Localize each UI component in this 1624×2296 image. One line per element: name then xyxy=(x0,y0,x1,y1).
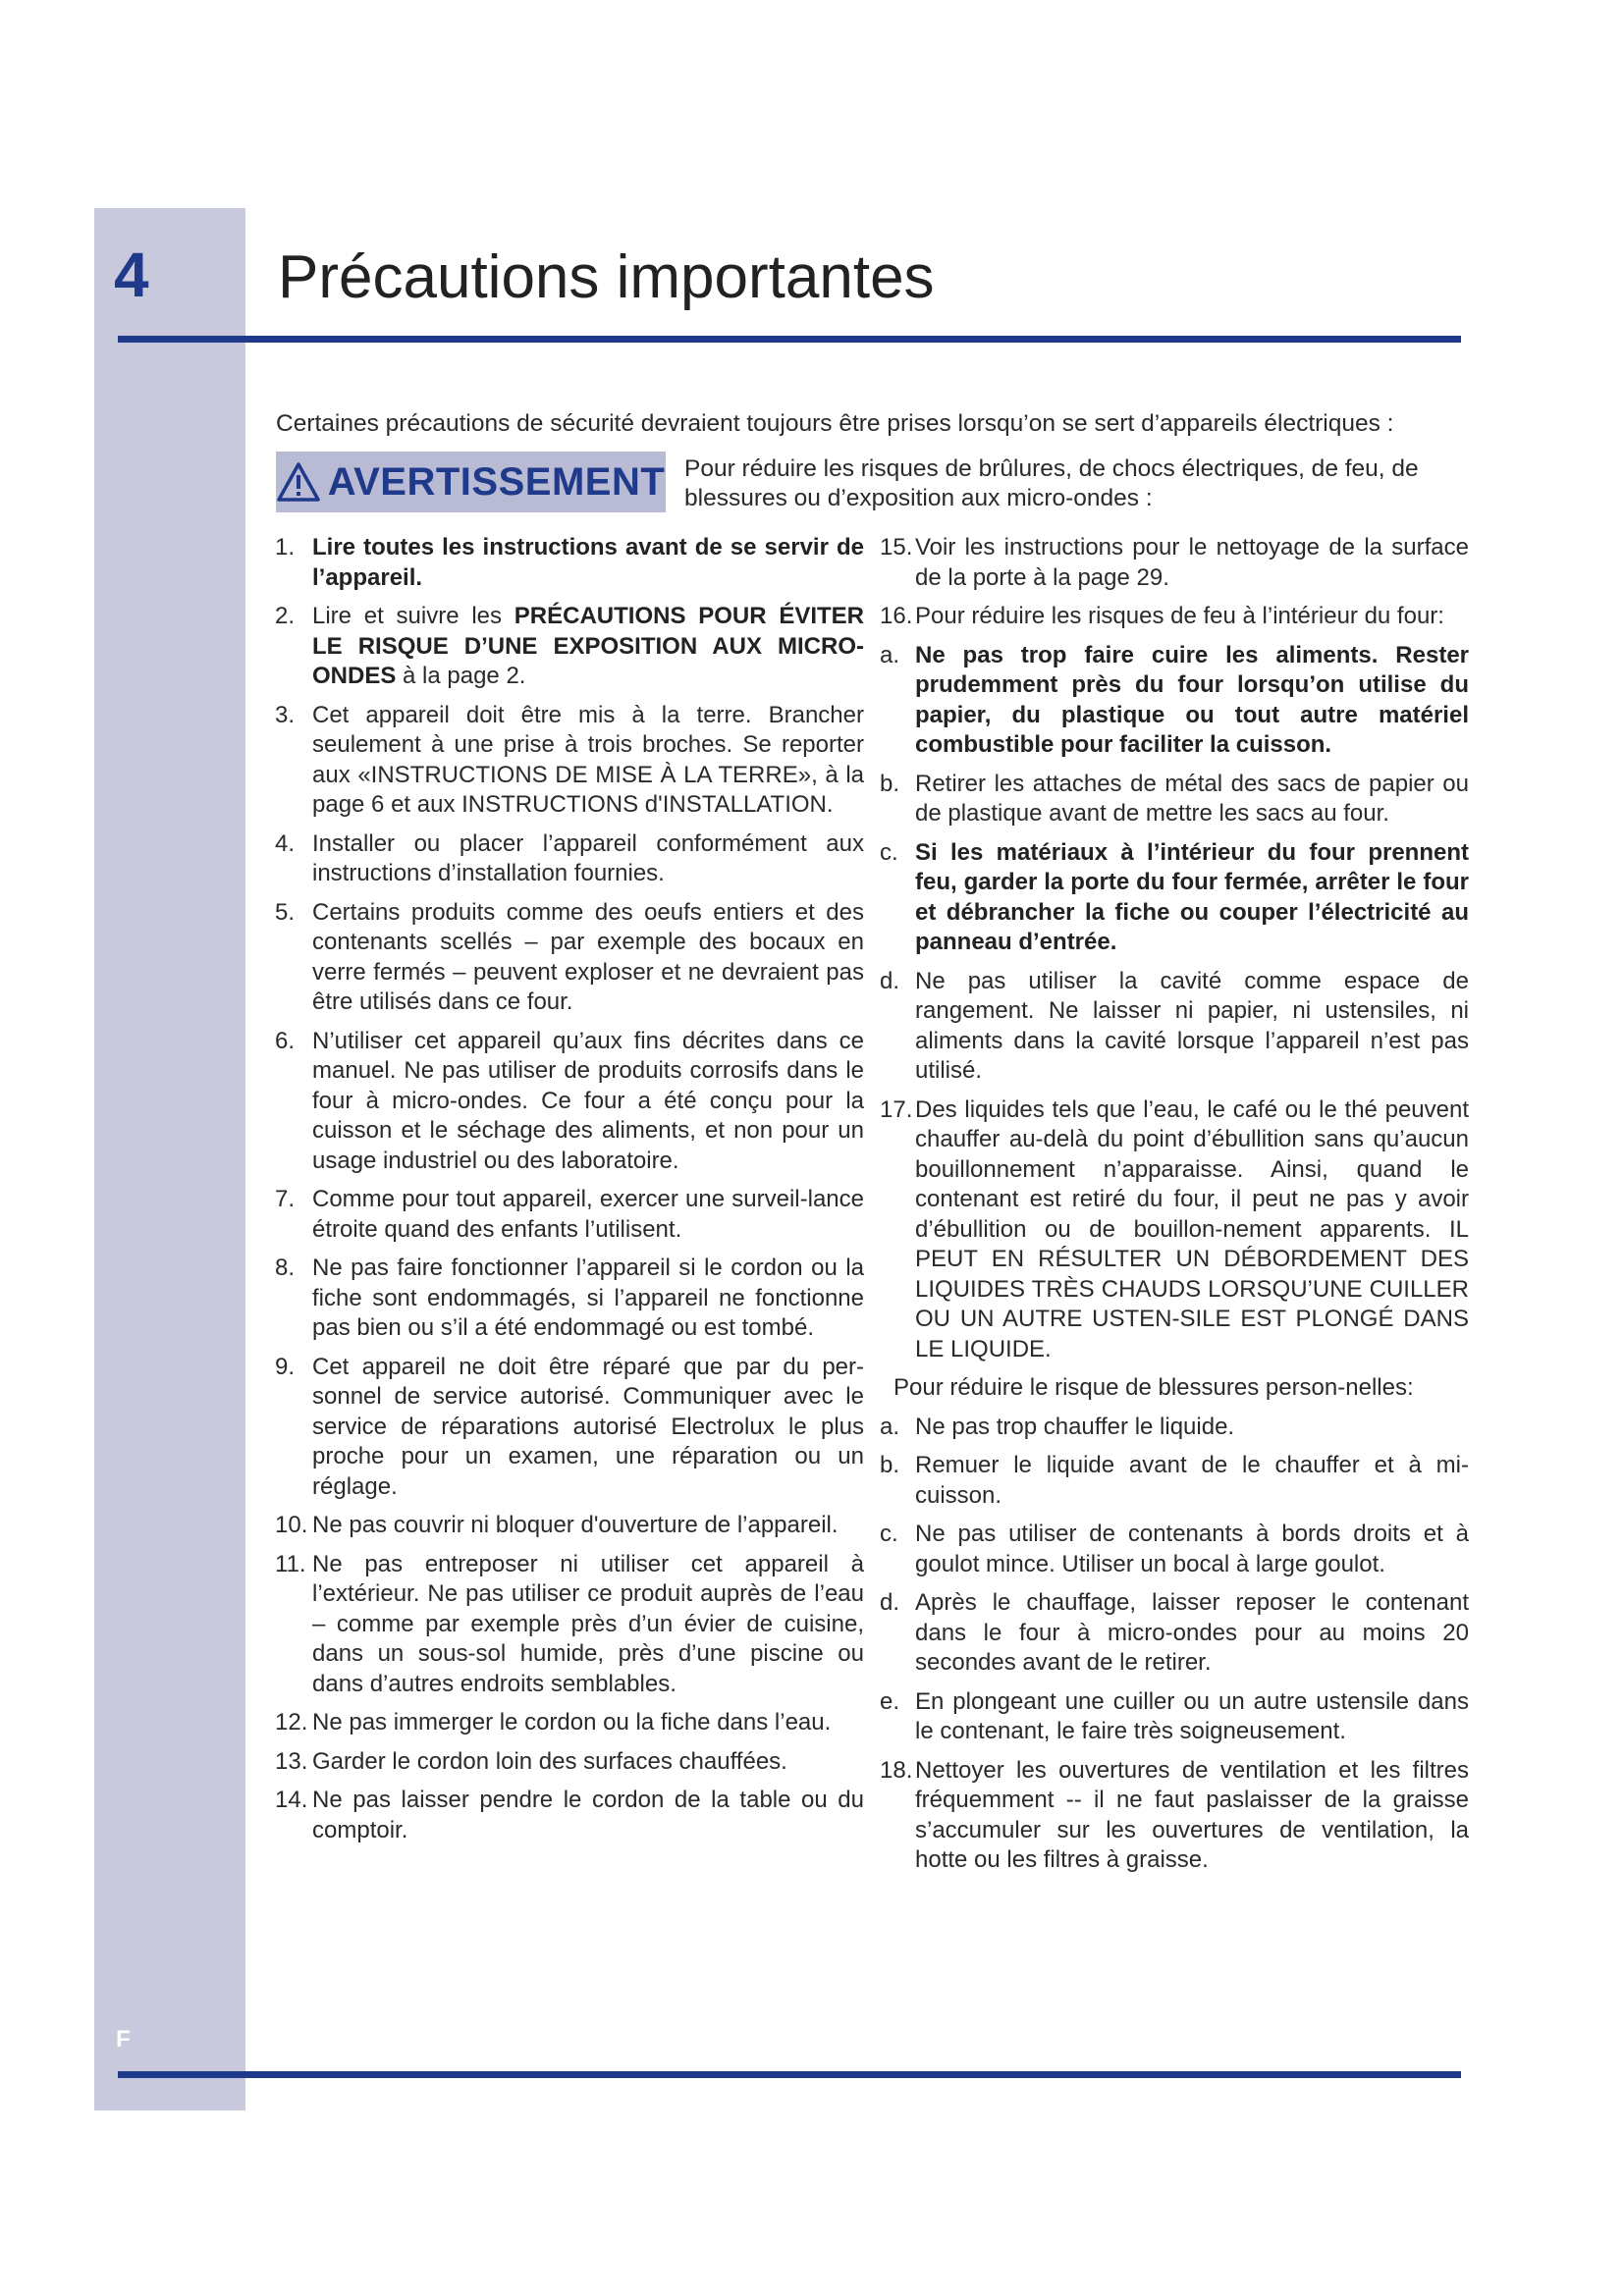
left-column xyxy=(275,533,864,1854)
intro-text: Certaines précautions de sécurité devraient toujours être prises lorsqu’on se sert d’appareils électriques : xyxy=(276,410,1394,437)
warning-label: AVERTISSEMENT xyxy=(327,459,666,504)
list-item: d. Ne pas utiliser la cavité comme espace de rangement. Ne laisser ni papier, ni ustensiles, ni aliments dans la cavité lorsque l’appareil n’est pas utilisé. xyxy=(880,967,1469,1084)
list-item: 7. Comme pour tout appareil, exercer une surveil-lance étroite quand des enfants l’utilisent. xyxy=(275,1186,864,1243)
list-item: d. Après le chauffage, laisser reposer le contenant dans le four à micro-ondes pour au moins 20 secondes avant de le retirer. xyxy=(880,1589,1469,1676)
list-item: 2. Lire et suivre les PRÉCAUTIONS POUR ÉVITER LE RISQUE D’UNE EXPOSITION AUX MICRO-ONDES à la page 2. xyxy=(275,603,865,689)
list-item: 9. Cet appareil ne doit être réparé que par du per-sonnel de service autorisé. Communiquer avec le service de réparations autorisé Electrolux le plus proche pour un examen, une réparation ou un réglage. xyxy=(275,1353,864,1500)
list-item: 1. Lire toutes les instructions avant de se servir de l’appareil. xyxy=(275,534,864,591)
list-item: a. Ne pas trop faire cuire les aliments. Rester prudemment près du four lorsqu’on utilise du papier, du plastique ou tout autre matériel combustible pour faciliter la cuisson. xyxy=(880,641,1469,758)
warning-triangle-icon xyxy=(277,461,320,503)
list-item: 3. Cet appareil doit être mis à la terre. Brancher seulement à une prise à trois broches. Se reporter aux «INSTRUCTIONS DE MISE À LA TERRE», à la page 6 et aux INSTRUCTIONS d'INSTALLATION. xyxy=(275,701,864,818)
sub-intro-text: Pour réduire le risque de blessures person-nelles: xyxy=(893,1374,1414,1401)
list-item: 4. Installer ou placer l’appareil conformément aux instructions d’installation fournies. xyxy=(275,829,864,886)
warning-text: Pour réduire les risques de brûlures, de chocs électriques, de feu, de blessures ou d’exposition aux micro-ondes : xyxy=(684,455,1419,511)
list-item: 17. Des liquides tels que l’eau, le café ou le thé peuvent chauffer au-delà du point d’ébullition sans qu’aucun bouillonnement n’apparaisse. Ainsi, quand le contenant est retiré du four, il peut ne pas y avoir d’ébullition ou de bouillon-nement apparents. IL PEUT EN RÉSULTER UN DÉBORDEMENT DES LIQUIDES TRÈS CHAUDS LORSQU’UNE CUILLER OU UN AUTRE USTEN-SILE EST PLONGÉ DANS LE LIQUIDE. xyxy=(880,1095,1469,1362)
list-item: e. En plongeant une cuiller ou un autre ustensile dans le contenant, le faire très soigneusement. xyxy=(880,1687,1469,1744)
page-number: 4 xyxy=(114,240,149,310)
list-item: 16. Pour réduire les risques de feu à l’intérieur du four: xyxy=(880,603,1444,629)
right-column xyxy=(880,533,1469,1885)
list-item: 11. Ne pas entreposer ni utiliser cet appareil à l’extérieur. Ne pas utiliser ce produit auprès de l’eau – comme par exemple près d’un évier de cuisine, dans un sous-sol humide, près d’une piscine ou dans d’autres endroits semblables. xyxy=(275,1550,864,1697)
list-item: 15. Voir les instructions pour le nettoyage de la surface de la porte à la page 29. xyxy=(880,534,1469,591)
page-title: Précautions importantes xyxy=(278,243,935,311)
bottom-rule xyxy=(118,2071,1461,2078)
list-item: 8. Ne pas faire fonctionner l’appareil si le cordon ou la fiche sont endommagés, si l’appareil ne fonctionne pas bien ou s’il a été endommagé ou est tombé. xyxy=(275,1255,864,1341)
list-item: a. Ne pas trop chauffer le liquide. xyxy=(880,1413,1235,1440)
list-item: 10. Ne pas couvrir ni bloquer d'ouverture de l’appareil. xyxy=(275,1512,839,1538)
list-item: 13. Garder le cordon loin des surfaces chauffées. xyxy=(275,1747,787,1775)
list-item: 6. N’utiliser cet appareil qu’aux fins décrites dans ce manuel. Ne pas utiliser de produits corrosifs dans le four à micro-ondes. Ce four a été conçu pour la cuisson et le séchage des aliments, et non pour un usage industriel ou des laboratoire. xyxy=(275,1027,864,1174)
list-item: c. Ne pas utiliser de contenants à bords droits et à goulot mince. Utiliser un bocal à large goulot. xyxy=(880,1521,1469,1577)
list-item: 18. Nettoyer les ouvertures de ventilation et les filtres fréquemment -- il ne faut paslaisser de la graisse s’accumuler sur les ouvertures de ventilation, la hotte ou les filtres à graisse. xyxy=(880,1756,1469,1873)
warning-banner xyxy=(276,452,666,512)
list-item: c. Si les matériaux à l’intérieur du four prennent feu, garder la porte du four fermée, arrêter le four et débrancher la fiche ou couper l’électricité au panneau d’entrée. xyxy=(880,838,1469,955)
list-item: 5. Certains produits comme des oeufs entiers et des contenants scellés – par exemple des bocaux en verre fermés – peuvent exploser et ne devraient pas être utilisés dans ce four. xyxy=(275,898,864,1015)
list-item: 14. Ne pas laisser pendre le cordon de la table ou du comptoir. xyxy=(275,1787,864,1843)
top-rule xyxy=(118,336,1461,343)
side-band xyxy=(94,208,245,2110)
list-item: 12. Ne pas immerger le cordon ou la fiche dans l’eau. xyxy=(275,1709,832,1735)
list-item: b. Retirer les attaches de métal des sacs de papier ou de plastique avant de mettre les sacs au four. xyxy=(880,770,1469,827)
language-letter: F xyxy=(116,2026,131,2053)
list-item: b. Remuer le liquide avant de le chauffer et à mi-cuisson. xyxy=(880,1452,1469,1509)
